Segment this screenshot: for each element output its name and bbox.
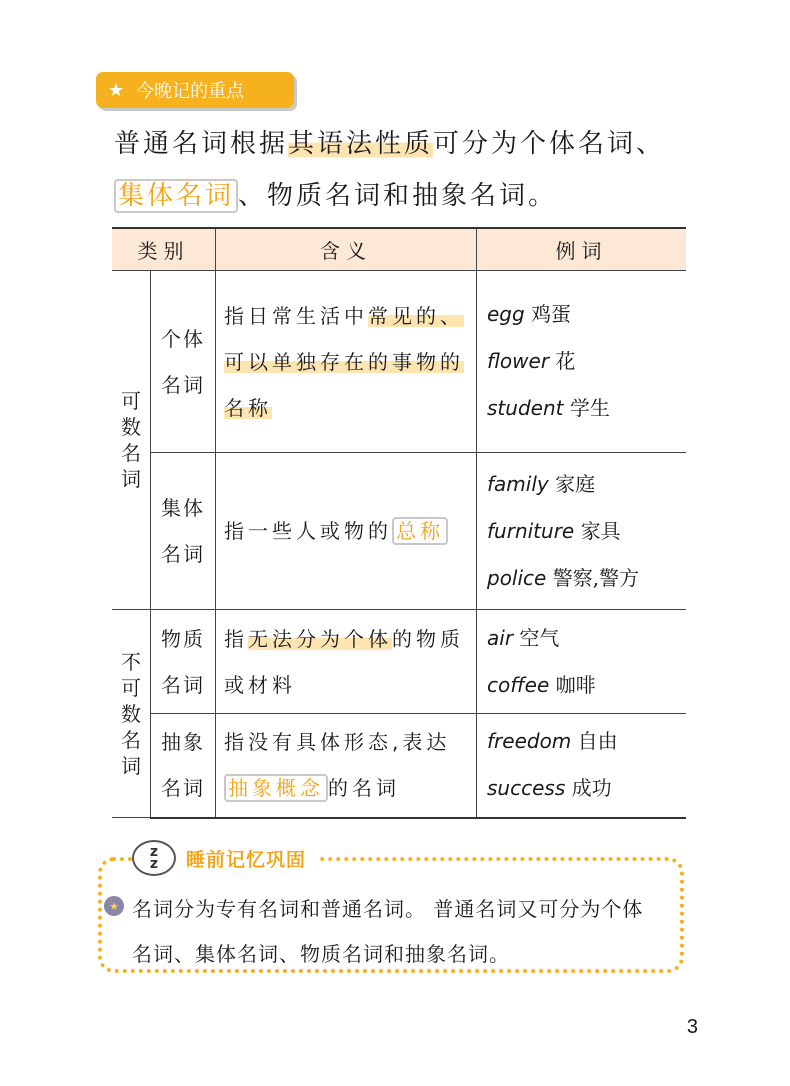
star-icon: ★ xyxy=(108,79,125,101)
example-item: furniture 家具 xyxy=(487,518,621,543)
example-item: success 成功 xyxy=(487,776,612,801)
subcategory-label: 集体 名词 xyxy=(151,453,216,610)
page-number: 3 xyxy=(686,1016,698,1038)
example-item: police 警察,警方 xyxy=(487,565,640,590)
memo-title-text: 睡前记忆巩固 xyxy=(186,848,307,871)
table-row xyxy=(112,453,686,610)
table-row xyxy=(112,271,686,453)
memo-title xyxy=(132,840,316,876)
header-examples: 例词 xyxy=(477,228,687,271)
intro-boxed-term: 集体名词 xyxy=(114,179,238,213)
example-item: air 空气 xyxy=(487,625,560,650)
header-meaning: 含义 xyxy=(216,228,477,271)
definition-cell: 指没有具体形态,表达 抽象概念 的名词 xyxy=(216,714,477,818)
memo-line-1: 名词分为专有名词和普通名词。 普通名词又可分为个体 xyxy=(132,897,644,921)
examples-cell xyxy=(477,610,687,714)
table-row xyxy=(112,714,686,818)
subcategory-label: 物质 名词 xyxy=(151,610,216,714)
section-tag-label: 今晚记的重点 xyxy=(136,81,245,102)
examples-cell xyxy=(477,271,687,453)
subcategory-label: 抽象 名词 xyxy=(151,714,216,818)
zzz-sleep-icon: z z xyxy=(132,840,176,876)
table-row xyxy=(112,610,686,714)
intro-paragraph xyxy=(114,118,714,222)
definition-cell: 指一些人或物的 总称 xyxy=(216,453,477,610)
intro-text-3: 、物质名词和抽象名词。 xyxy=(238,181,558,211)
table-header-row xyxy=(112,228,686,271)
uncountable-nouns-label: 不 可 数 名 词 xyxy=(112,610,151,818)
section-tag xyxy=(96,72,294,108)
countable-nouns-label: 可 数 名 词 xyxy=(112,271,151,610)
star-badge-icon: ★ xyxy=(104,896,124,916)
examples-cell xyxy=(477,714,687,818)
intro-highlight: 其语法性质 xyxy=(288,129,434,159)
header-category: 类别 xyxy=(112,228,216,271)
example-item: flower 花 xyxy=(487,349,576,373)
intro-text-2: 可分为个体名词、 xyxy=(433,129,666,159)
example-item: egg 鸡蛋 xyxy=(487,302,572,326)
intro-text-1: 普通名词根据 xyxy=(114,129,289,159)
definition-cell: 指日常生活中常见的、可以单独存在的事物的名称 xyxy=(216,271,477,453)
examples-cell xyxy=(477,453,687,610)
definition-cell: 指无法分为个体的物质或材料 xyxy=(216,610,477,714)
example-item: family 家庭 xyxy=(487,471,596,496)
subcategory-label: 个体 名词 xyxy=(151,271,216,453)
example-item: coffee 咖啡 xyxy=(487,672,596,697)
memo-line-2: 名词、集体名词、物质名词和抽象名词。 xyxy=(132,942,510,966)
example-item: student 学生 xyxy=(487,396,610,420)
example-item: freedom 自由 xyxy=(487,729,618,754)
noun-category-table xyxy=(112,227,686,819)
